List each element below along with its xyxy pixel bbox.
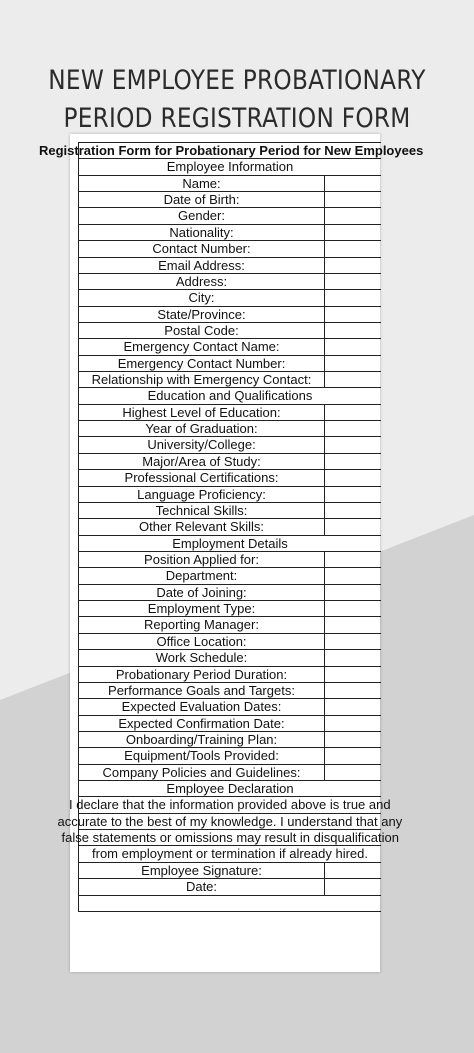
field-row-text: Relationship with Emergency Contact:: [91, 372, 312, 388]
field-row: [79, 176, 381, 192]
field-row-text: Date of Joining:: [156, 584, 247, 600]
declaration-line-label: [69, 797, 391, 813]
field-row-text: Expected Evaluation Dates:: [121, 699, 282, 715]
field-row: [79, 601, 381, 617]
field-row-text: Nationality:: [169, 224, 234, 240]
field-row-value-cell[interactable]: [325, 405, 381, 420]
field-row: [79, 765, 381, 781]
date-row: [79, 879, 381, 895]
field-row-value-cell[interactable]: [325, 617, 381, 632]
field-row-label: [79, 192, 325, 207]
field-row-value-cell[interactable]: [325, 258, 381, 273]
field-row-value-cell[interactable]: [325, 225, 381, 240]
field-row-value-cell[interactable]: [325, 650, 381, 665]
field-row-value-cell[interactable]: [325, 552, 381, 567]
field-row: [79, 437, 381, 453]
field-row-label: [79, 405, 325, 420]
field-row-label: [79, 503, 325, 518]
declaration-line: [61, 830, 399, 846]
field-row-text: Employment Type:: [147, 601, 256, 617]
field-row-text: City:: [188, 290, 215, 306]
field-row-value-cell[interactable]: [325, 454, 381, 469]
field-row: [79, 323, 381, 339]
field-row-label: [79, 617, 325, 632]
field-row-label: [79, 225, 325, 240]
declaration-line-label: [57, 813, 403, 829]
section-education-text: Education and Qualifications: [147, 388, 313, 404]
field-row-value-cell[interactable]: [325, 208, 381, 223]
field-row-value-cell[interactable]: [325, 732, 381, 747]
field-row: [79, 470, 381, 486]
field-row-label: [79, 372, 325, 387]
signature-row-label: [79, 863, 325, 878]
signature-row: [79, 863, 381, 879]
form-sheet: [39, 134, 424, 972]
field-row-text: Company Policies and Guidelines:: [102, 764, 301, 780]
field-row-label: [79, 454, 325, 469]
field-row-label: [79, 421, 325, 436]
field-row-value-cell[interactable]: [325, 339, 381, 354]
field-row-value-cell[interactable]: [325, 634, 381, 649]
field-row-label: [79, 307, 325, 322]
declaration-line-label: [61, 830, 399, 846]
field-row-text: Reporting Manager:: [144, 617, 259, 633]
field-row-value-cell[interactable]: [325, 699, 381, 714]
date-row-text: Date:: [185, 879, 218, 895]
field-row-text: Postal Code:: [164, 322, 239, 338]
field-row-label: [79, 568, 325, 583]
field-row-value-cell[interactable]: [325, 176, 381, 191]
field-row-value-cell[interactable]: [325, 307, 381, 322]
signature-row-text: Employee Signature:: [141, 862, 262, 878]
section-declaration-text: Employee Declaration: [166, 781, 294, 797]
field-row: [79, 356, 381, 372]
field-row-value-cell[interactable]: [325, 503, 381, 518]
field-row-value-cell[interactable]: [325, 683, 381, 698]
field-row-text: Equipment/Tools Provided:: [124, 748, 279, 764]
field-row-text: Emergency Contact Name:: [123, 339, 280, 355]
field-row-label: [79, 716, 325, 731]
page-title-line-2: PERIOD REGISTRATION FORM: [63, 103, 411, 135]
field-row-label: [79, 748, 325, 763]
form-title-row: [39, 143, 424, 159]
field-row-text: Office Location:: [156, 633, 247, 649]
field-row: [79, 241, 381, 257]
field-row: [79, 405, 381, 421]
section-declaration-label: [79, 781, 381, 796]
field-row-value-cell[interactable]: [325, 437, 381, 452]
field-row-value-cell[interactable]: [325, 748, 381, 763]
field-row: [79, 225, 381, 241]
field-row-label: [79, 290, 325, 305]
field-row: [79, 372, 381, 388]
field-row-text: Expected Confirmation Date:: [118, 715, 285, 731]
field-row: [79, 699, 381, 715]
field-row-label: [79, 258, 325, 273]
field-row: [79, 748, 381, 764]
section-education: [79, 388, 381, 404]
field-row-text: Position Applied for:: [144, 551, 259, 567]
declaration-line-text: from employment or termination if already hired.: [92, 846, 369, 862]
section-declaration: [79, 781, 381, 797]
field-row-label: [79, 241, 325, 256]
field-row: [79, 487, 381, 503]
field-row-text: Onboarding/Training Plan:: [125, 731, 278, 747]
field-row-text: Department:: [165, 568, 238, 584]
field-row-label: [79, 732, 325, 747]
section-employment-text: Employment Details: [172, 535, 288, 551]
field-row-text: Email Address:: [158, 257, 245, 273]
field-row-text: Year of Graduation:: [145, 421, 258, 437]
field-row-label: [79, 323, 325, 338]
field-row-label: [79, 601, 325, 616]
field-row: [79, 454, 381, 470]
field-row-value-cell[interactable]: [325, 519, 381, 534]
field-row: [79, 683, 381, 699]
field-row-value-cell[interactable]: [325, 290, 381, 305]
section-employee-information-text: Employee Information: [166, 159, 294, 175]
field-row-value-cell[interactable]: [325, 274, 381, 289]
field-row-text: Performance Goals and Targets:: [108, 682, 295, 698]
field-row-value-cell[interactable]: [325, 585, 381, 600]
field-row-value-cell[interactable]: [325, 470, 381, 485]
field-row-label: [79, 585, 325, 600]
field-row-value-cell[interactable]: [325, 487, 381, 502]
field-row: [79, 650, 381, 666]
field-row-label: [79, 274, 325, 289]
field-row: [79, 552, 381, 568]
field-row-label: [79, 208, 325, 223]
field-row: [79, 290, 381, 306]
declaration-line: [69, 797, 391, 813]
field-row-label: [79, 634, 325, 649]
field-row: [79, 258, 381, 274]
field-row-value-cell[interactable]: [325, 241, 381, 256]
field-row-label: [79, 356, 325, 371]
section-employment: [79, 536, 381, 552]
field-row-label: [79, 650, 325, 665]
section-education-label: [79, 388, 381, 403]
field-row-label: [79, 470, 325, 485]
field-row-value-cell[interactable]: [325, 356, 381, 371]
field-row-text: Name:: [182, 175, 221, 191]
field-row-value-cell[interactable]: [325, 716, 381, 731]
field-row-text: Professional Certifications:: [124, 470, 279, 486]
section-employee-information-label: [79, 159, 381, 174]
signature-row-value-cell[interactable]: [325, 863, 381, 878]
field-row-label: [79, 699, 325, 714]
field-row-value-cell[interactable]: [325, 568, 381, 583]
field-row-label: [79, 176, 325, 191]
field-row: [79, 192, 381, 208]
field-row-text: Work Schedule:: [155, 650, 248, 666]
field-row: [79, 519, 381, 535]
date-row-value-cell[interactable]: [325, 879, 381, 894]
field-row-label: [79, 487, 325, 502]
field-row-value-cell[interactable]: [325, 323, 381, 338]
field-row-text: Date of Birth:: [163, 192, 240, 208]
field-row: [79, 716, 381, 732]
form-table: [39, 142, 424, 912]
section-employment-label: [79, 536, 381, 551]
declaration-line-text: I declare that the information provided above is true and: [69, 797, 391, 813]
date-row-label: [79, 879, 325, 894]
field-row-value-cell[interactable]: [325, 421, 381, 436]
field-row: [79, 339, 381, 355]
field-row-text: State/Province:: [157, 306, 246, 322]
field-row: [79, 503, 381, 519]
field-row-text: University/College:: [147, 437, 256, 453]
field-row-text: Emergency Contact Number:: [117, 355, 286, 371]
declaration-line-text: false statements or omissions may result in disqualification: [61, 830, 399, 846]
declaration-line-text: accurate to the best of my knowledge. I understand that any: [57, 813, 403, 829]
field-row-text: Address:: [175, 273, 228, 289]
field-row-label: [79, 339, 325, 354]
form-title-row-text: Registration Form for Probationary Period for New Employees: [39, 143, 424, 158]
field-row-text: Probationary Period Duration:: [115, 666, 288, 682]
field-row: [79, 634, 381, 650]
blank-row: [79, 896, 381, 912]
field-row: [79, 585, 381, 601]
field-row-value-cell[interactable]: [325, 192, 381, 207]
field-row: [79, 307, 381, 323]
field-row: [79, 274, 381, 290]
field-row-text: Contact Number:: [152, 241, 251, 257]
field-row: [79, 617, 381, 633]
declaration-line: [79, 846, 381, 862]
field-row: [79, 568, 381, 584]
section-employee-information: [79, 159, 381, 175]
field-row-value-cell[interactable]: [325, 667, 381, 682]
page-title: [33, 62, 441, 138]
field-row-label: [79, 765, 325, 780]
field-row-value-cell[interactable]: [325, 372, 381, 387]
field-row-label: [79, 437, 325, 452]
field-row: [79, 421, 381, 437]
field-row-text: Major/Area of Study:: [142, 453, 261, 469]
declaration-line: [57, 813, 403, 830]
field-row-label: [79, 683, 325, 698]
field-row-label: [79, 552, 325, 567]
form-title-row-label: [39, 143, 424, 158]
field-row: [79, 208, 381, 224]
field-row-label: [79, 667, 325, 682]
field-row-text: Highest Level of Education:: [122, 404, 281, 420]
field-row-text: Technical Skills:: [155, 502, 248, 518]
field-row-text: Gender:: [178, 208, 225, 224]
declaration-line-label: [79, 846, 381, 861]
field-row-label: [79, 519, 325, 534]
field-row: [79, 667, 381, 683]
field-row-value-cell[interactable]: [325, 765, 381, 780]
field-row-text: Other Relevant Skills:: [139, 519, 264, 535]
field-row: [79, 732, 381, 748]
field-row-value-cell[interactable]: [325, 601, 381, 616]
field-row-text: Language Proficiency:: [137, 486, 266, 502]
page-title-line-1: NEW EMPLOYEE PROBATIONARY: [48, 65, 426, 97]
